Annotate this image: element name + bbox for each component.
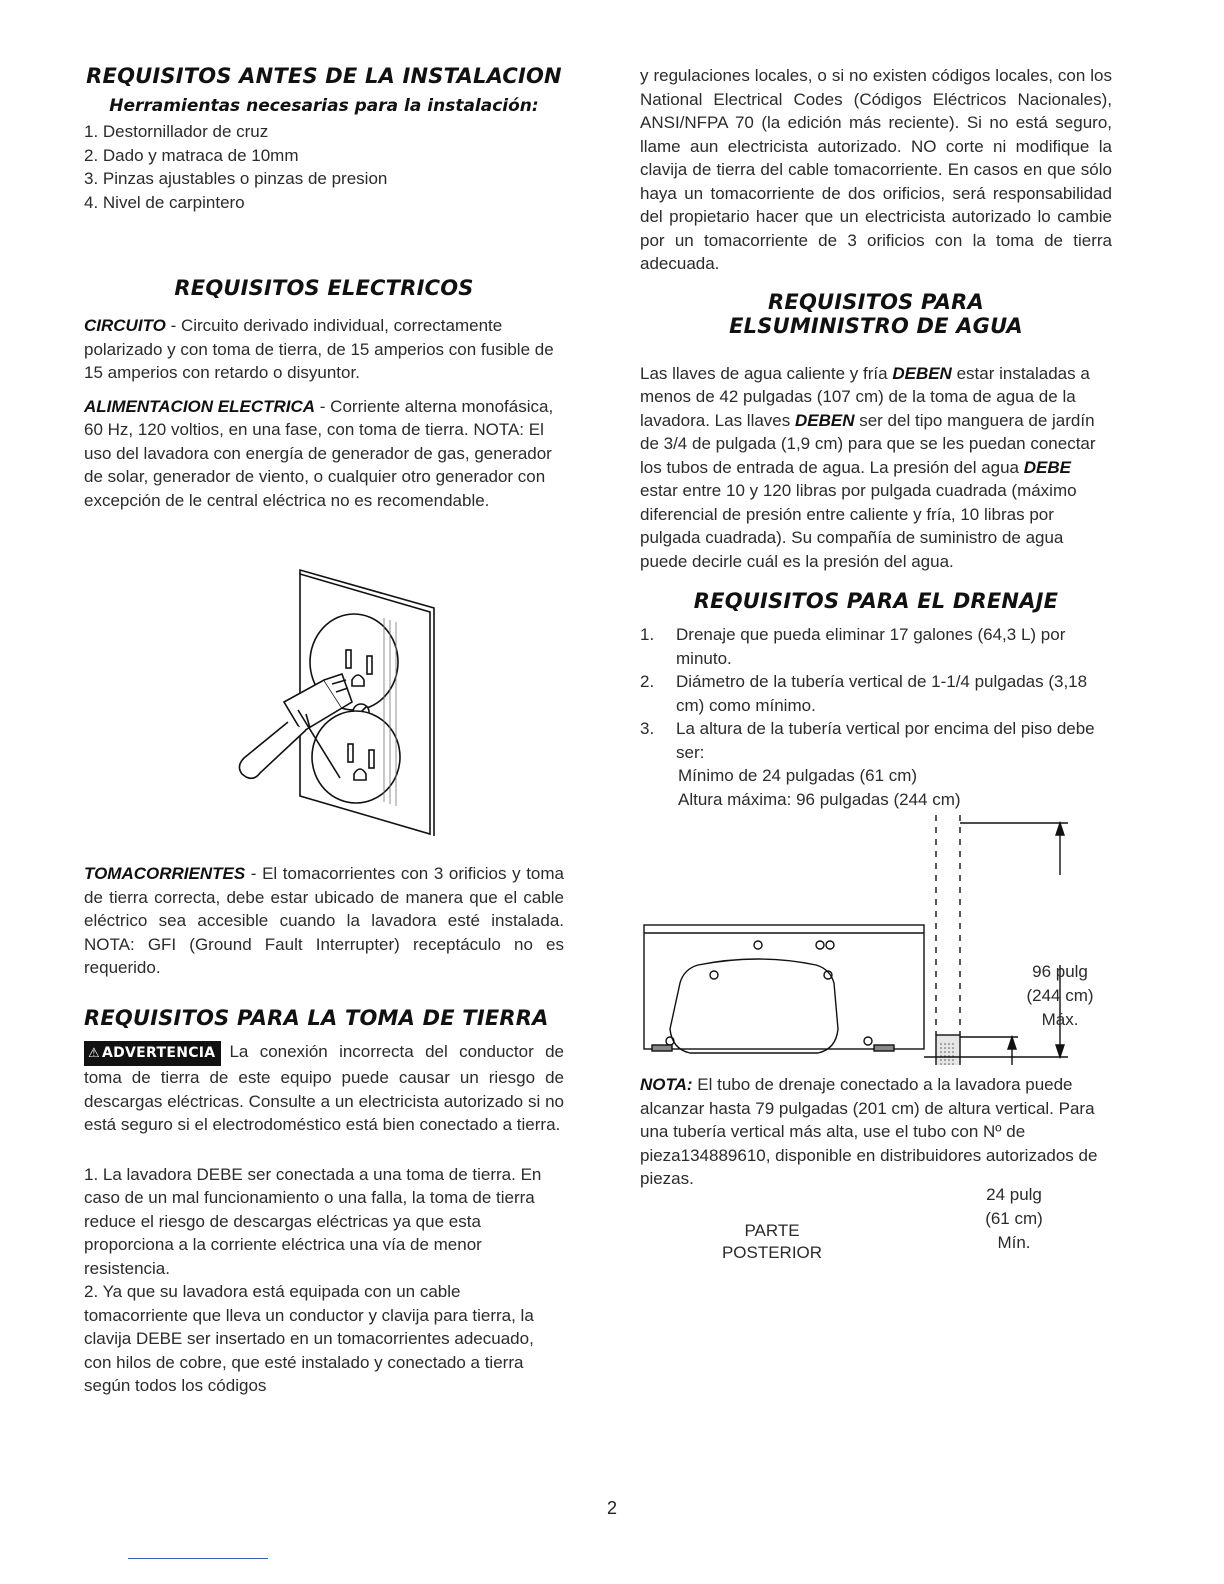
bottom-rule bbox=[128, 1558, 268, 1559]
continued-paragraph: y regulaciones locales, o si no existen códigos locales, con los National Electrical Codes (Códigos Eléctricos Nacionales), ANSI/NFPA 70 (la edición más reciente). Si no está seguro, llame aun electricista autorizado. NO corte ni modifique la clavija de tierra del cable tomacorriente. En casos en que sólo haya un tomacorriente de dos orificios, será responsabilidad del propietario hacer que un electricista autorizado lo cambie por un tomacorriente de 3 orificios con la toma de tierra adecuada. bbox=[640, 66, 1112, 273]
note-text: El tubo de drenaje conectado a la lavadora puede alcanzar hasta 79 pulgadas (201 cm) de altura vertical. Para una tubería vertical más alta, use el tubo con Nº de pieza134889610, disponible en distribuidores autorizados de piezas. bbox=[640, 1075, 1098, 1188]
min-label-suffix: Mín. bbox=[997, 1233, 1031, 1252]
max-label-metric: (244 cm) bbox=[1026, 986, 1094, 1005]
drain-item-number: 2. bbox=[640, 672, 655, 691]
drain-item-number: 1. bbox=[640, 625, 655, 644]
warning-triangle-icon: ⚠ bbox=[88, 1045, 100, 1061]
min-height-label bbox=[974, 1183, 1054, 1255]
water-text-1: Las llaves de agua caliente y fría bbox=[640, 363, 893, 383]
water-paragraph bbox=[640, 362, 1112, 574]
washer-back-outline bbox=[644, 925, 924, 1049]
drain-item-text: Drenaje que pueda eliminar 17 galones (64,3 L) por minuto. bbox=[676, 625, 1066, 668]
water-debe-2: DEBEN bbox=[794, 410, 855, 430]
tool-item: 2. Dado y matraca de 10mm bbox=[84, 145, 299, 165]
left-column bbox=[84, 64, 564, 1398]
ground-heading: REQUISITOS PARA LA TOMA DE TIERRA bbox=[84, 1005, 549, 1030]
drain-min-line: Mínimo de 24 pulgadas (61 cm) bbox=[678, 766, 918, 785]
outlet-illustration bbox=[84, 552, 564, 842]
drain-max-line: Altura máxima: 96 pulgadas (244 cm) bbox=[678, 789, 961, 809]
water-debe-1: DEBEN bbox=[892, 363, 952, 383]
electric-heading: REQUISITOS ELECTRICOS bbox=[174, 276, 474, 300]
min-label-value: 24 pulg bbox=[986, 1185, 1042, 1204]
warning-badge-label: ADVERTENCIA bbox=[101, 1044, 216, 1061]
circuit-paragraph bbox=[84, 314, 564, 385]
page-number: 2 bbox=[606, 1498, 617, 1518]
tools-list bbox=[84, 120, 564, 214]
drain-heading: REQUISITOS PARA EL DRENAJE bbox=[693, 589, 1059, 613]
tools-subheading: Herramientas necesarias para la instalación: bbox=[109, 96, 539, 116]
outlets-text: - El tomacorrientes con 3 orificios y toma de tierra correcta, debe estar ubicado de manera que el cable eléctrico sea accesible cuando la lavadora esté instalada. NOTA: GFI (Ground Fault Interrupter) receptáculo no es requerido. bbox=[84, 864, 564, 977]
drain-list bbox=[640, 623, 1112, 764]
circuit-term: CIRCUITO bbox=[84, 316, 166, 335]
drain-item bbox=[640, 670, 1112, 717]
max-label-suffix: Máx. bbox=[1041, 1010, 1079, 1029]
drain-item-text: Diámetro de la tubería vertical de 1-1/4 pulgadas (3,18 cm) como mínimo. bbox=[676, 672, 1088, 715]
max-label-value: 96 pulg bbox=[1032, 962, 1088, 981]
warning-badge bbox=[84, 1041, 221, 1067]
ground-item-2: 2. Ya que su lavadora está equipada con un cable tomacorriente que lleva un conductor y clavija para tierra, la clavija DEBE ser insertado en un tomacorrientes adecuado, con hilos de cobre, que esté instalado y conectado a tierra según todos los códigos bbox=[84, 1282, 534, 1395]
power-paragraph bbox=[84, 395, 564, 513]
washer-rear-label-line2: POSTERIOR bbox=[721, 1243, 823, 1262]
outlets-paragraph bbox=[84, 862, 564, 980]
tool-item: 4. Nivel de carpintero bbox=[84, 192, 245, 212]
drain-item-text: La altura de la tubería vertical por encima del piso debe ser: bbox=[676, 719, 1095, 762]
water-text-2: estar instaladas a menos de 42 pulgadas (107 cm) de la toma de agua de la lavadora. Las llaves bbox=[640, 363, 1090, 430]
max-height-label bbox=[1010, 960, 1110, 1032]
warning-paragraph bbox=[84, 1040, 564, 1137]
note-term: NOTA: bbox=[640, 1075, 693, 1094]
warning-text: La conexión incorrecta del conductor de toma de tierra de este equipo puede causar un riesgo de descargas eléctricas. Consulte a un electricista autorizado si no está seguro si el electrodoméstico está bien conectado a tierra. bbox=[84, 1041, 564, 1134]
circuit-text: - Circuito derivado individual, correctamente polarizado y con toma de tierra, de 15 amperios con fusible de 15 amperios con retardo o disyuntor. bbox=[84, 316, 554, 382]
tool-item: 3. Pinzas ajustables o pinzas de presion bbox=[84, 169, 388, 188]
note-paragraph bbox=[640, 1073, 1112, 1191]
power-text: - Corriente alterna monofásica, 60 Hz, 120 voltios, en una fase, con toma de tierra. NOTA: El uso del lavadora con energía de generador de gas, generador de solar, generador de viento, o cualquier otro generador con excepción de le central eléctrica no es recomendable. bbox=[84, 396, 554, 510]
washer-rear-label-line1: PARTE bbox=[744, 1221, 800, 1240]
water-text-4: estar entre 10 y 120 libras por pulgada cuadrada (máximo diferencial de presión entre caliente y fría, 10 libras por pulgada cuadrada). Su compañía de suministro de agua puede decirle cuál es la presión del agua. bbox=[640, 481, 1077, 571]
outlets-term: TOMACORRIENTES bbox=[84, 864, 246, 883]
drain-item bbox=[640, 623, 1112, 670]
ground-item-1: 1. La lavadora DEBE ser conectada a una toma de tierra. En caso de un mal funcionamiento o una falla, la toma de tierra reduce el riesgo de descargas eléctricas ya que esta proporciona a la corriente eléctrica una vía de menor resistencia. bbox=[84, 1164, 542, 1278]
tool-item: 1. Destornillador de cruz bbox=[84, 122, 269, 141]
drain-item-number: 3. bbox=[640, 719, 655, 738]
min-label-metric: (61 cm) bbox=[985, 1209, 1043, 1228]
water-debe-3: DEBE bbox=[1023, 457, 1071, 477]
power-term: ALIMENTACION ELECTRICA bbox=[84, 396, 316, 416]
install-heading: REQUISITOS ANTES DE LA INSTALACION bbox=[86, 64, 562, 88]
drain-item bbox=[640, 717, 1112, 764]
water-heading-line2: ELSUMINISTRO DE AGUA bbox=[729, 313, 1023, 338]
water-heading-line1: REQUISITOS PARA bbox=[768, 289, 984, 314]
water-text-3: ser del tipo manguera de jardín de 3/4 de pulgada (1,9 cm) para que se les puedan conectar los tubos de entrada de agua. La presión del agua bbox=[640, 410, 1096, 477]
washer-rear-label bbox=[712, 1220, 832, 1264]
